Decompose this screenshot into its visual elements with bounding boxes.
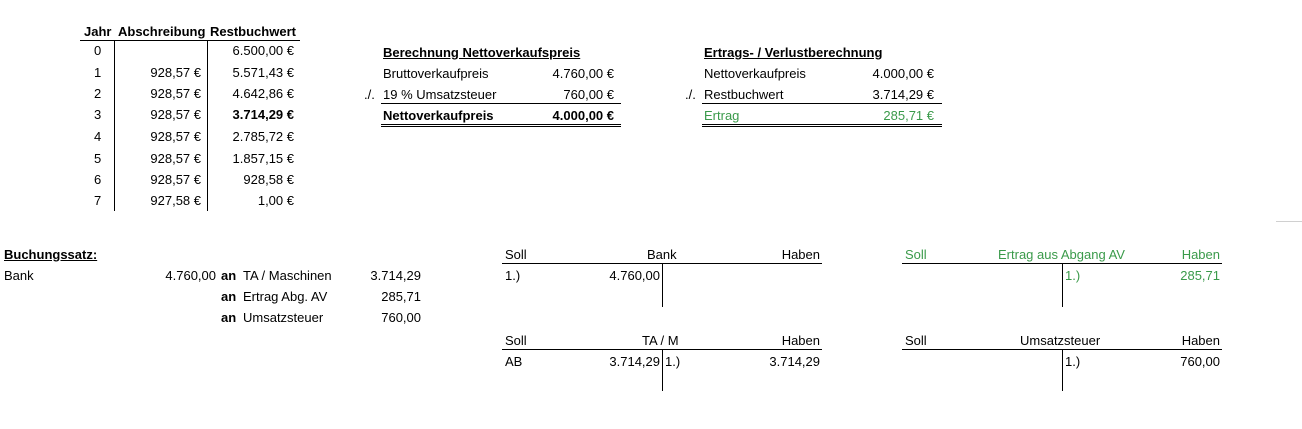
netto-value: 4.000,00 € [552,108,614,123]
soll-label: Soll [505,247,527,262]
cell-abschreibung: 928,57 € [150,129,201,144]
cell-restbuchwert: 6.500,00 € [232,43,294,58]
cell-abschreibung: 927,58 € [150,193,201,208]
right-entry-label: 1.) [1065,268,1081,283]
cell-restbuchwert: 928,58 € [243,172,294,187]
cell-abschreibung: 928,57 € [150,107,201,122]
rbw-value: 3.714,29 € [872,87,934,102]
cell-abschreibung: 928,57 € [150,172,201,187]
soll-label: Soll [905,247,927,262]
minus-prefix: ./. [364,87,375,102]
cell-jahr: 1 [94,65,102,80]
rbw-label: Restbuchwert [704,87,784,102]
right-entry-amount: 285,71 [1180,268,1220,283]
left-entry-amount: 3.714,29 [609,354,660,369]
credit-account: Ertrag Abg. AV [243,289,328,304]
right-entry-label: 1.) [665,354,681,369]
an-keyword: an [221,268,237,283]
cell-restbuchwert-highlight: 3.714,29 € [232,107,294,122]
minus-prefix: ./. [685,87,696,102]
account-name: TA / M [642,333,679,348]
soll-label: Soll [505,333,527,348]
column-divider [114,41,115,211]
column-divider [207,41,208,211]
credit-amount: 760,00 [381,310,421,325]
ertrag-calc-title: Ertrags- / Verlustberechnung [704,45,883,60]
t-account-divider [662,349,663,391]
ertrag-value: 285,71 € [883,108,934,123]
brutto-value: 4.760,00 € [552,66,614,81]
left-entry-label: 1.) [505,268,521,283]
debit-amount: 4.760,00 [165,268,216,283]
brutto-label: Bruttoverkaufpreis [383,66,489,81]
haben-label: Haben [1181,333,1220,348]
right-entry-label: 1.) [1065,354,1081,369]
cell-restbuchwert: 2.785,72 € [232,129,294,144]
divider [1276,221,1302,222]
netto-label: Nettoverkaufpreis [383,108,494,123]
header-abschreibung: Abschreibung [118,24,206,39]
t-account-divider [1062,349,1063,391]
cell-jahr: 4 [94,129,102,144]
cell-jahr: 2 [94,86,102,101]
total-double-underline [702,124,942,127]
cell-abschreibung: 928,57 € [150,151,201,166]
account-name: Ertrag aus Abgang AV [998,247,1125,262]
right-entry-amount: 3.714,29 [769,354,820,369]
account-name: Umsatzsteuer [1020,333,1101,348]
t-account-divider [662,263,663,307]
subtotal-line [381,103,621,104]
header-restbuchwert: Restbuchwert [210,24,296,39]
subtotal-line [702,103,942,104]
ust-value: 760,00 € [563,87,614,102]
credit-amount: 3.714,29 [370,268,421,283]
total-double-underline [381,124,621,127]
netto-label: Nettoverkaufpreis [704,66,806,81]
cell-jahr: 7 [94,193,102,208]
an-keyword: an [221,289,237,304]
netto-calc-title: Berechnung Nettoverkaufspreis [383,45,581,60]
left-entry-amount: 4.760,00 [609,268,660,283]
t-account-divider [1062,263,1063,307]
ust-label: 19 % Umsatzsteuer [383,87,497,102]
cell-jahr: 3 [94,107,102,122]
an-keyword: an [221,310,237,325]
cell-jahr: 6 [94,172,102,187]
cell-jahr: 5 [94,151,102,166]
right-entry-amount: 760,00 [1180,354,1220,369]
account-name: Bank [647,247,677,262]
soll-label: Soll [905,333,927,348]
haben-label: Haben [781,333,820,348]
header-jahr: Jahr [84,24,112,39]
credit-amount: 285,71 [381,289,421,304]
credit-account: Umsatzsteuer [243,310,324,325]
cell-abschreibung: 928,57 € [150,86,201,101]
header-underline [80,40,300,41]
left-entry-label: AB [505,354,523,369]
cell-restbuchwert: 4.642,86 € [232,86,294,101]
cell-abschreibung: 928,57 € [150,65,201,80]
haben-label: Haben [781,247,820,262]
haben-label: Haben [1181,247,1220,262]
buchungssatz-title: Buchungssatz: [4,247,98,262]
debit-account: Bank [4,268,34,283]
cell-jahr: 0 [94,43,102,58]
ertrag-label: Ertrag [704,108,740,123]
netto-value: 4.000,00 € [872,66,934,81]
cell-restbuchwert: 1,00 € [257,193,294,208]
credit-account: TA / Maschinen [243,268,332,283]
cell-restbuchwert: 5.571,43 € [232,65,294,80]
cell-restbuchwert: 1.857,15 € [232,151,294,166]
